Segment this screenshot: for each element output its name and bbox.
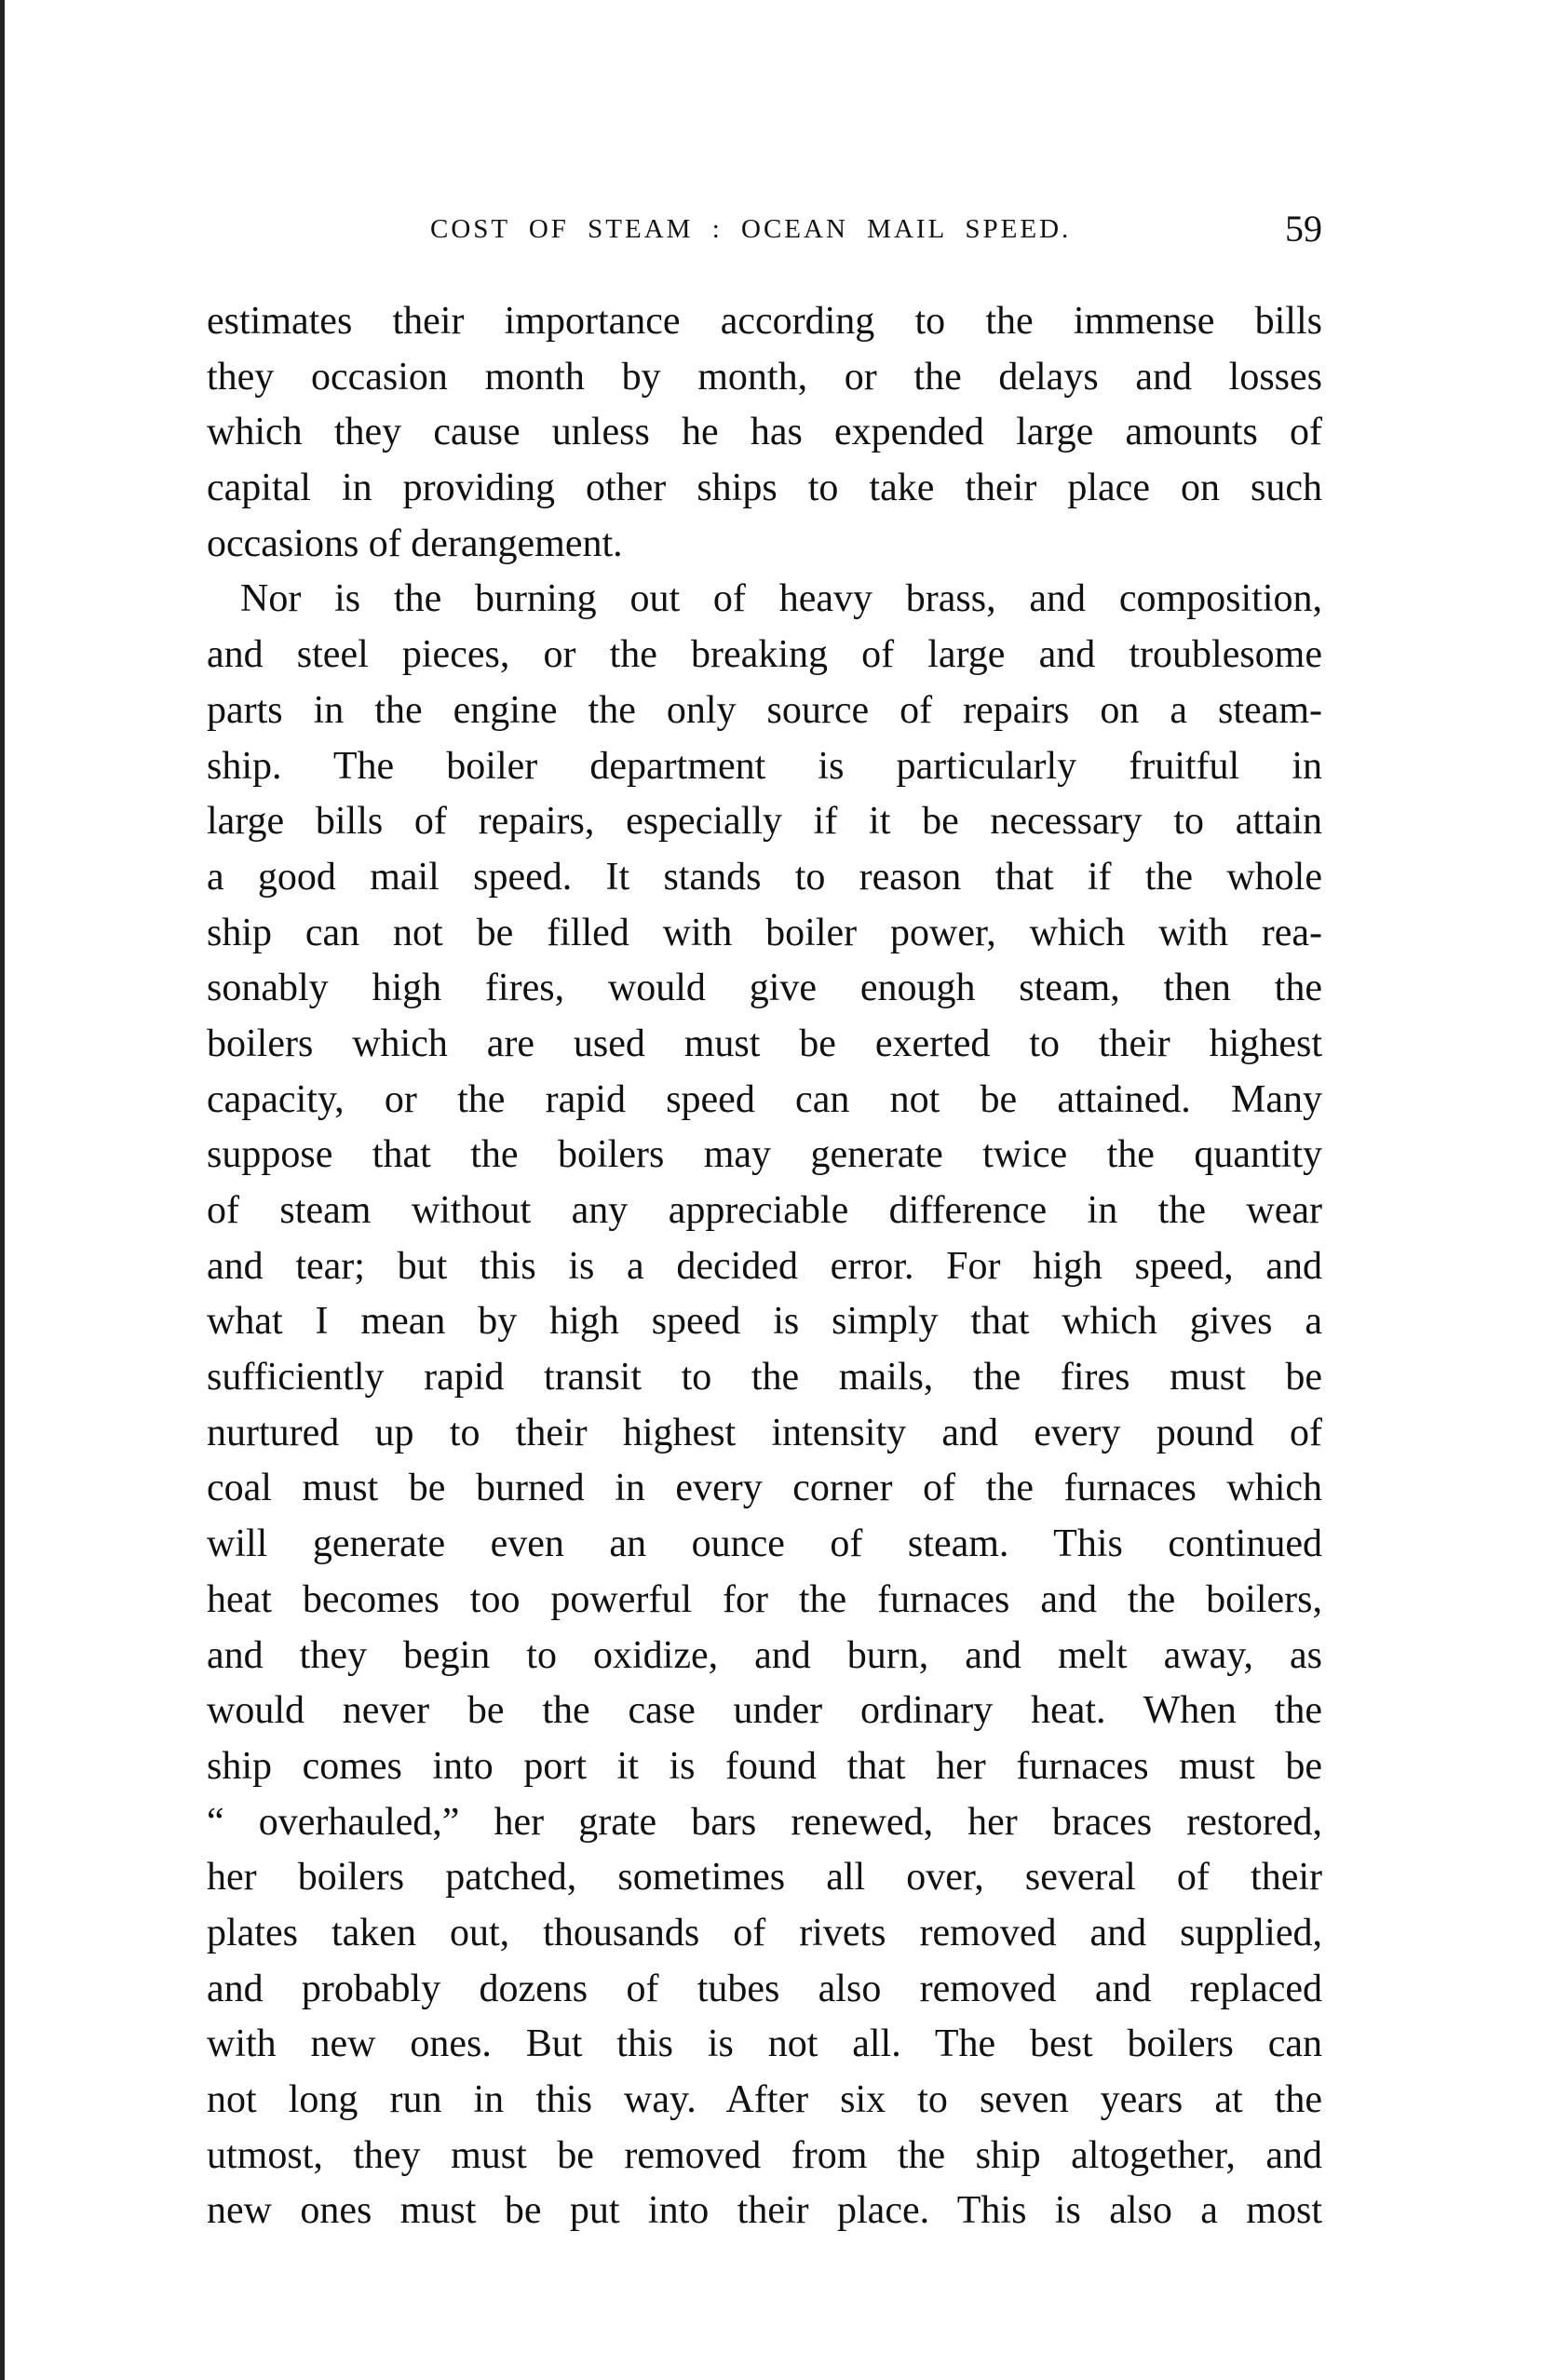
text-line: utmost, they must be removed from the ship altogether, and bbox=[207, 2133, 1322, 2177]
text-line: of steam without any appreciable difference in the wear bbox=[207, 1189, 1322, 1232]
page-number: 59 bbox=[1285, 208, 1322, 250]
text-line: a good mail speed. It stands to reason that if the whole bbox=[207, 855, 1322, 899]
text-line: capacity, or the rapid speed can not be attained. Many bbox=[207, 1077, 1322, 1121]
text-line: sufficiently rapid transit to the mails, the fires must be bbox=[207, 1356, 1322, 1400]
text-line: new ones must be put into their place. This is also a most bbox=[207, 2189, 1322, 2233]
text-line: occasions of derangement. bbox=[207, 521, 623, 565]
running-title: COST OF STEAM : OCEAN MAIL SPEED. bbox=[430, 214, 1072, 244]
text-line: and probably dozens of tubes also removed and replaced bbox=[207, 1967, 1322, 2010]
body-text bbox=[207, 294, 1322, 2239]
text-line: and tear; but this is a decided error. For high speed, and bbox=[207, 1244, 1322, 1288]
text-line: nurtured up to their highest intensity and every pound of bbox=[207, 1411, 1322, 1454]
text-line: “ overhauled,” her grate bars renewed, her braces restored, bbox=[207, 1800, 1322, 1844]
text-line: ship. The boiler department is particularly fruitful in bbox=[207, 744, 1322, 788]
text-line: and steel pieces, or the breaking of large and troublesome bbox=[207, 633, 1322, 677]
text-line: capital in providing other ships to take their place on such bbox=[207, 467, 1322, 510]
text-line: ship can not be filled with boiler power, which with rea- bbox=[207, 911, 1322, 954]
text-line: large bills of repairs, especially if it be necessary to attain bbox=[207, 800, 1322, 844]
text-line: what I mean by high speed is simply that which gives a bbox=[207, 1300, 1322, 1344]
text-line: boilers which are used must be exerted to their highest bbox=[207, 1021, 1322, 1065]
text-line: Nor is the burning out of heavy brass, and composition, bbox=[240, 577, 1322, 621]
text-line: would never be the case under ordinary heat. When the bbox=[207, 1689, 1322, 1733]
text-line: will generate even an ounce of steam. This continued bbox=[207, 1522, 1322, 1566]
scan-edge-line bbox=[0, 0, 5, 2380]
text-line: suppose that the boilers may generate twice the quantity bbox=[207, 1133, 1322, 1177]
text-line: and they begin to oxidize, and burn, and melt away, as bbox=[207, 1633, 1322, 1677]
text-line: which they cause unless he has expended large amounts of bbox=[207, 411, 1322, 454]
text-line: they occasion month by month, or the delays and losses bbox=[207, 355, 1322, 399]
text-line: ship comes into port it is found that her furnaces must be bbox=[207, 1744, 1322, 1788]
text-line: estimates their importance according to the immense bills bbox=[207, 300, 1322, 343]
text-line: sonably high fires, would give enough steam, then the bbox=[207, 967, 1322, 1010]
text-line: coal must be burned in every corner of the furnaces which bbox=[207, 1467, 1322, 1510]
text-line: parts in the engine the only source of repairs on a steam- bbox=[207, 688, 1322, 732]
text-line: not long run in this way. After six to seven years at the bbox=[207, 2078, 1322, 2121]
text-line: with new ones. But this is not all. The best boilers can bbox=[207, 2022, 1322, 2066]
text-line: her boilers patched, sometimes all over, several of their bbox=[207, 1856, 1322, 1900]
text-line: heat becomes too powerful for the furnaces and the boilers, bbox=[207, 1577, 1322, 1621]
page-header bbox=[430, 207, 1322, 253]
text-line: plates taken out, thousands of rivets removed and supplied, bbox=[207, 1911, 1322, 1954]
